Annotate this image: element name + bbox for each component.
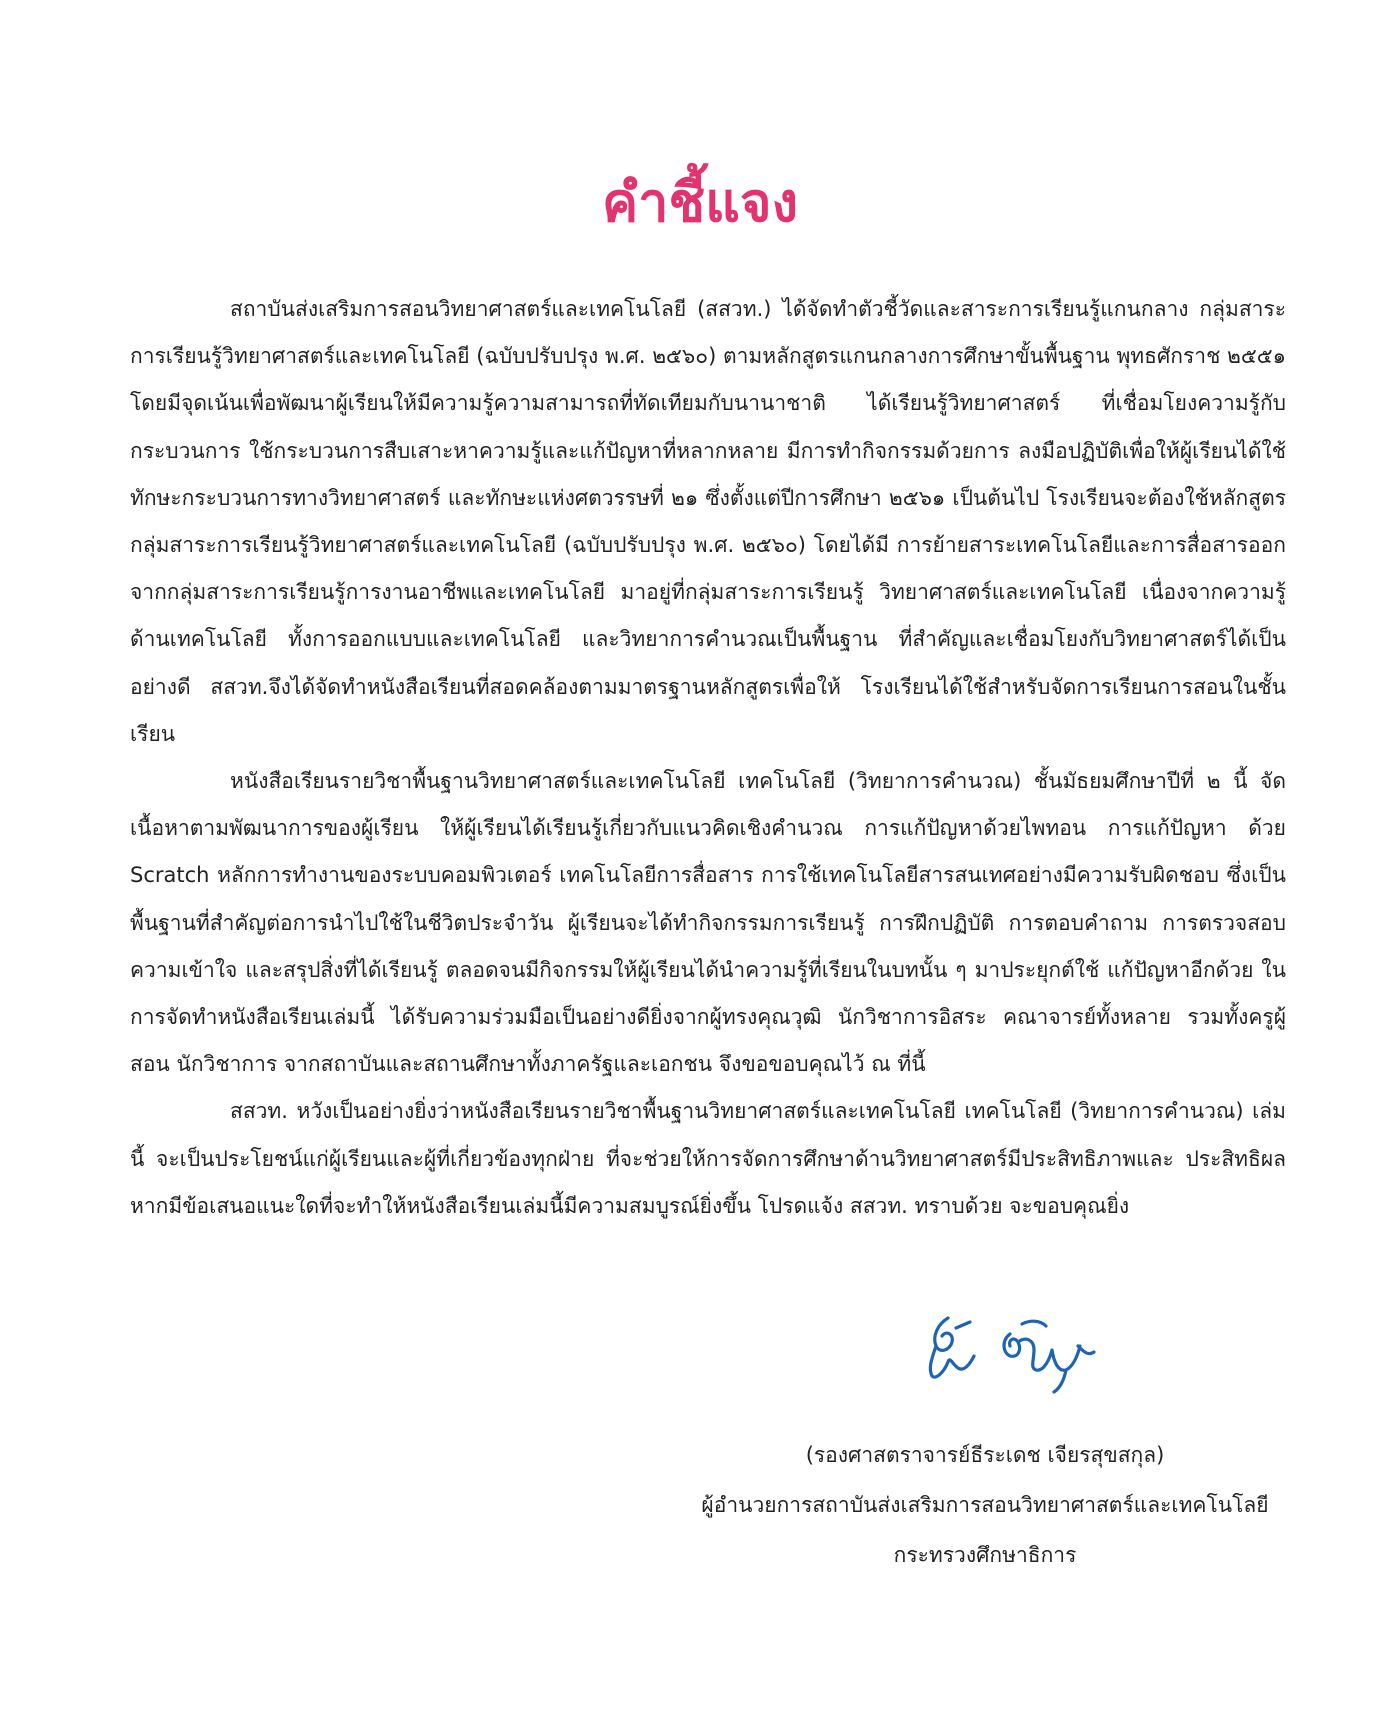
paragraph-3: สสวท. หวังเป็นอย่างยิ่งว่าหนังสือเรียนรายวิชาพื้นฐานวิทยาศาสตร์และเทคโนโลยี เทคโนโลยี (วิทยาการคำนวณ) เล่มนี้ จะเป็นประโยชน์แก่ผู้เรียนและผู้ที่เกี่ยวข้องทุกฝ่าย ที่จะช่วยให้การจัดการศึกษาด้านวิทยาศาสตร์มีประสิทธิภาพและ ประสิทธิผล หากมีข้อเสนอแนะใดที่จะทำให้หนังสือเรียนเล่มนี้มีความสมบูรณ์ยิ่งขึ้น โปรดแจ้ง สสวท. ทราบด้วย จะขอบคุณยิ่ง	[130, 1099, 1286, 1218]
paragraph-2: หนังสือเรียนรายวิชาพื้นฐานวิทยาศาสตร์และเทคโนโลยี เทคโนโลยี (วิทยาการคำนวณ) ชั้นมัธยมศึกษาปีที่ ๒ นี้ จัดเนื้อหาตามพัฒนาการของผู้เรียน ให้ผู้เรียนได้เรียนรู้เกี่ยวกับแนวคิดเชิงคำนวณ การแก้ปัญหาด้วยไพทอน การแก้ปัญหา ด้วย Scratch หลักการทำงานของระบบคอมพิวเตอร์ เทคโนโลยีการสื่อสาร การใช้เทคโนโลยีสารสนเทศอย่างมีความรับผิดชอบ ซึ่งเป็นพื้นฐานที่สำคัญต่อการนำไปใช้ในชีวิตประจำวัน ผู้เรียนจะได้ทำกิจกรรมการเรียนรู้ การฝึกปฏิบัติ การตอบคำถาม การตรวจสอบความเข้าใจ และสรุปสิ่งที่ได้เรียนรู้ ตลอดจนมีกิจกรรมให้ผู้เรียนได้นำความรู้ที่เรียนในบทนั้น ๆ มาประยุกต์ใช้ แก้ปัญหาอีกด้วย ในการจัดทำหนังสือเรียนเล่มนี้ ได้รับความร่วมมือเป็นอย่างดียิ่งจากผู้ทรงคุณวุฒิ นักวิชาการอิสระ คณาจารย์ทั้งหลาย รวมทั้งครูผู้สอน นักวิชาการ จากสถาบันและสถานศึกษาทั้งภาครัฐและเอกชน จึงขอขอบคุณไว้ ณ ที่นี้	[130, 769, 1286, 1077]
signer-organization: กระทรวงศึกษาธิการ	[893, 1543, 1077, 1567]
signer-block	[600, 1430, 1370, 1580]
signer-position: ผู้อำนวยการสถาบันส่งเสริมการสอนวิทยาศาสตร์และเทคโนโลยี	[701, 1493, 1269, 1517]
signer-name: (รองศาสตราจารย์ธีระเดช เจียรสุขสกุล)	[805, 1443, 1165, 1467]
body-text	[130, 286, 1286, 1230]
handwritten-signature	[918, 1306, 1108, 1398]
paragraph-1: สถาบันส่งเสริมการสอนวิทยาศาสตร์และเทคโนโลยี (สสวท.) ได้จัดทำตัวชี้วัดและสาระการเรียนรู้แกนกลาง กลุ่มสาระการเรียนรู้วิทยาศาสตร์และเทคโนโลยี (ฉบับปรับปรุง พ.ศ. ๒๕๖๐) ตามหลักสูตรแกนกลางการศึกษาขั้นพื้นฐาน พุทธศักราช ๒๕๕๑ โดยมีจุดเน้นเพื่อพัฒนาผู้เรียนให้มีความรู้ความสามารถที่ทัดเทียมกับนานาชาติ ได้เรียนรู้วิทยาศาสตร์ ที่เชื่อมโยงความรู้กับกระบวนการ ใช้กระบวนการสืบเสาะหาความรู้และแก้ปัญหาที่หลากหลาย มีการทำกิจกรรมด้วยการ ลงมือปฏิบัติเพื่อให้ผู้เรียนได้ใช้ทักษะกระบวนการทางวิทยาศาสตร์ และทักษะแห่งศตวรรษที่ ๒๑ ซึ่งตั้งแต่ปีการศึกษา ๒๕๖๑ เป็นต้นไป โรงเรียนจะต้องใช้หลักสูตรกลุ่มสาระการเรียนรู้วิทยาศาสตร์และเทคโนโลยี (ฉบับปรับปรุง พ.ศ. ๒๕๖๐) โดยได้มี การย้ายสาระเทคโนโลยีและการสื่อสารออกจากกลุ่มสาระการเรียนรู้การงานอาชีพและเทคโนโลยี มาอยู่ที่กลุ่มสาระการเรียนรู้ วิทยาศาสตร์และเทคโนโลยี เนื่องจากความรู้ด้านเทคโนโลยี ทั้งการออกแบบและเทคโนโลยี และวิทยาการคำนวณเป็นพื้นฐาน ที่สำคัญและเชื่อมโยงกับวิทยาศาสตร์ได้เป็นอย่างดี สสวท.จึงได้จัดทำหนังสือเรียนที่สอดคล้องตามมาตรฐานหลักสูตรเพื่อให้ โรงเรียนได้ใช้สำหรับจัดการเรียนการสอนในชั้นเรียน	[130, 297, 1286, 746]
page-title: คำชี้แจง	[602, 171, 798, 234]
signature-strokes	[930, 1318, 1094, 1392]
